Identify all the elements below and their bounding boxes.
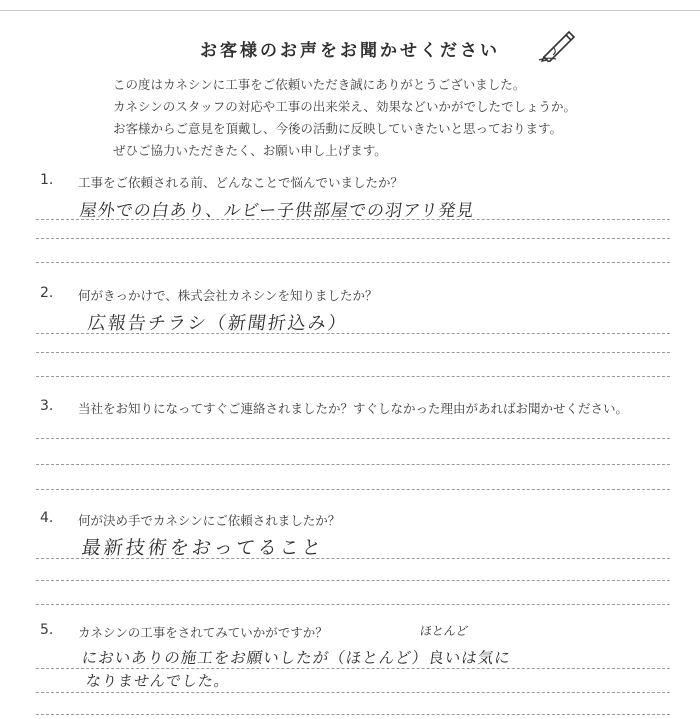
- answer-line: [36, 262, 670, 263]
- intro-message: [113, 74, 673, 162]
- intro-line: お客様からご意見を頂戴し、今後の活動に反映していきたいと思っております。: [113, 121, 563, 136]
- answer-5-handwriting-line2: なりませんでした。: [84, 672, 232, 690]
- answer-line: [36, 489, 670, 490]
- answer-line: [36, 604, 670, 605]
- answer-line: [36, 238, 670, 239]
- top-border-rule: [0, 10, 700, 11]
- answer-4-handwriting: 最新技術をおってること: [80, 537, 326, 559]
- answer-line: [36, 219, 670, 220]
- answer-line: [36, 352, 670, 353]
- answer-1-handwriting: 屋外での白あり、ルビー子供部屋での羽アリ発見: [78, 201, 476, 221]
- page-title: お客様のお声をお聞かせください: [200, 41, 500, 61]
- intro-line: ぜひご協力いただきたく、お願い申し上げます。: [113, 143, 387, 158]
- pen-icon: [538, 30, 578, 66]
- answer-line: [36, 558, 670, 559]
- question-number: 4.: [40, 510, 54, 526]
- answer-line: [36, 333, 670, 334]
- question-text: 工事をご依頼される前、どんなことで悩んでいましたか？: [78, 175, 404, 190]
- answer-2-handwriting: 広報告チラシ（新聞折込み）: [86, 313, 350, 334]
- answer-line: [36, 376, 670, 377]
- question-number: 5.: [40, 622, 54, 638]
- question-number: 2.: [40, 285, 54, 301]
- answer-line: [36, 668, 670, 669]
- answer-5-handwriting-line1: においありの施工をお願いしたが（ほとんど）良いは気に: [80, 649, 513, 667]
- answer-line: [36, 714, 670, 715]
- question-number: 3.: [40, 398, 54, 414]
- answer-line: [36, 438, 670, 439]
- intro-line: この度はカネシンに工事をご依頼いただき誠にありがとうございました。: [113, 77, 526, 92]
- answer-line: [36, 692, 670, 693]
- question-text: カネシンの工事をされてみていかがですか？: [78, 625, 328, 640]
- question-text: 何がきっかけで、株式会社カネシンを知りましたか？: [78, 288, 378, 303]
- intro-line: カネシンのスタッフの対応や工事の出来栄え、効果などいかがでしたでしょうか。: [113, 99, 576, 114]
- answer-line: [36, 464, 670, 465]
- answer-5-note-handwriting: ほとんど: [418, 624, 469, 638]
- answer-line: [36, 580, 670, 581]
- question-text: 何が決め手でカネシンにご依頼されましたか？: [78, 513, 341, 528]
- question-text: 当社をお知りになってすぐご連絡されましたか？すぐしなかった理由があればお聞かせください。: [78, 401, 629, 416]
- question-number: 1.: [40, 172, 54, 188]
